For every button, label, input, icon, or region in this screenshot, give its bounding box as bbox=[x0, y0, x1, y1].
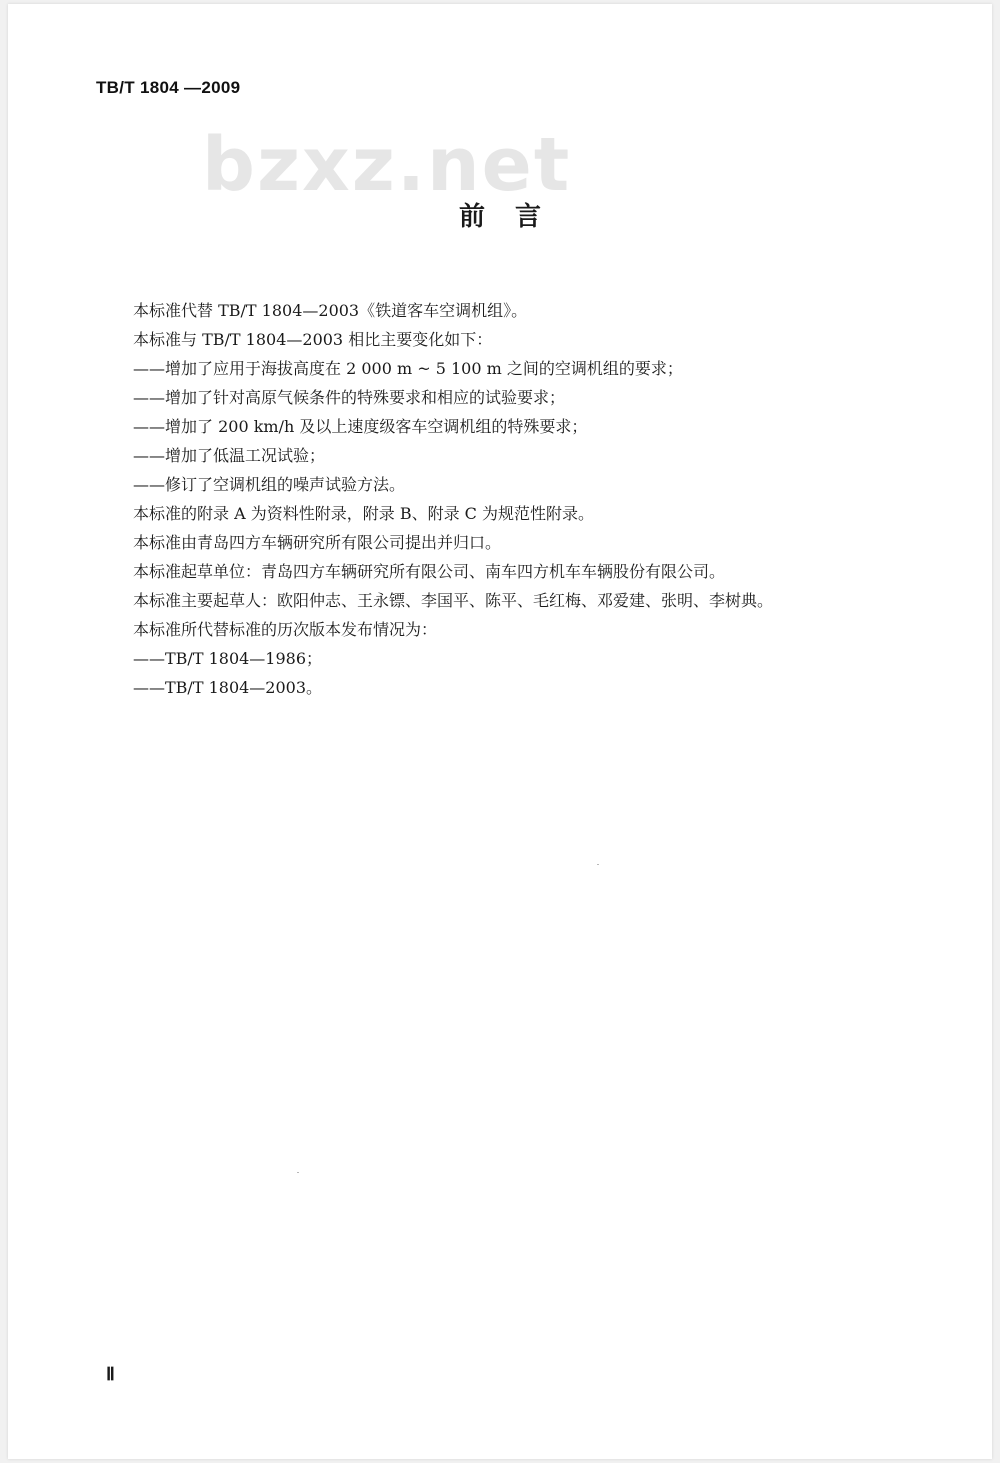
body-line: 本标准所代替标准的历次版本发布情况为： bbox=[133, 620, 438, 639]
body-line: 本标准由青岛四方车辆研究所有限公司提出并归口。 bbox=[133, 533, 502, 552]
body-line: 本标准代替 TB/T 1804—2003《铁道客车空调机组》。 bbox=[133, 301, 528, 320]
scan-speck bbox=[297, 1172, 299, 1173]
standard-code-header: TB/T 1804 —2009 bbox=[96, 78, 241, 97]
body-line: 本标准主要起草人：欧阳仲志、王永镖、李国平、陈平、毛红梅、邓爱建、张明、李树典。 bbox=[133, 591, 774, 610]
page-number: Ⅱ bbox=[106, 1364, 115, 1384]
scan-speck bbox=[597, 864, 599, 865]
page-title: 前言 bbox=[458, 202, 571, 232]
body-line: ——增加了低温工况试验； bbox=[133, 446, 326, 465]
body-line: ——增加了 200 km/h 及以上速度级客车空调机组的特殊要求； bbox=[133, 417, 588, 436]
body-line: 本标准起草单位：青岛四方车辆研究所有限公司、南车四方机车车辆股份有限公司。 bbox=[133, 562, 726, 581]
body-line: 本标准的附录 A 为资料性附录，附录 B、附录 C 为规范性附录。 bbox=[133, 504, 594, 523]
body-line: ——TB/T 1804—1986； bbox=[133, 649, 323, 668]
body-line: ——增加了应用于海拔高度在 2 000 m ~ 5 100 m 之间的空调机组的要求； bbox=[133, 359, 683, 378]
foreword-body bbox=[133, 296, 853, 702]
watermark: bzxz.net bbox=[202, 122, 572, 208]
body-line: ——增加了针对高原气候条件的特殊要求和相应的试验要求； bbox=[133, 388, 566, 407]
body-line: 本标准与 TB/T 1804—2003 相比主要变化如下： bbox=[133, 330, 493, 349]
body-line: ——TB/T 1804—2003。 bbox=[133, 678, 323, 697]
body-line: ——修订了空调机组的噪声试验方法。 bbox=[133, 475, 406, 494]
